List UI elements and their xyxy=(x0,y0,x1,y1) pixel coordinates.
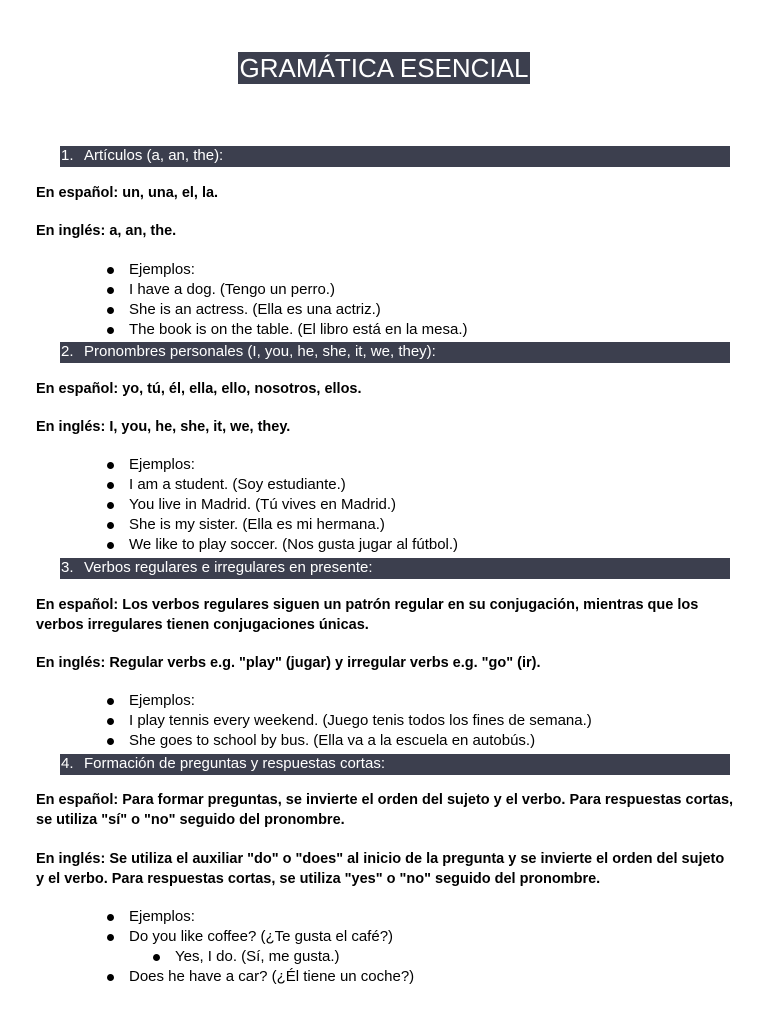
list-item-text: She is my sister. (Ella es mi hermana.) xyxy=(129,516,385,533)
list-item-text: Does he have a car? (¿Él tiene un coche?) xyxy=(129,968,415,985)
section-number: 2. xyxy=(61,343,74,360)
bullet-icon xyxy=(107,327,114,334)
list-item xyxy=(0,515,458,535)
list-item-text: Ejemplos: xyxy=(129,261,195,278)
bullet-icon xyxy=(107,267,114,274)
list-item xyxy=(0,260,468,280)
spanish-paragraph: En español: un, una, el, la. xyxy=(36,185,219,201)
english-paragraph: En inglés: I, you, he, she, it, we, they. xyxy=(36,419,291,435)
list-item-text: I am a student. (Soy estudiante.) xyxy=(129,476,346,493)
bullet-icon xyxy=(107,738,114,745)
bullet-icon xyxy=(107,307,114,314)
list-item xyxy=(0,927,414,947)
bullet-icon xyxy=(107,914,114,921)
page-title-wrap xyxy=(0,52,768,84)
list-item-text: I play tennis every weekend. (Juego tenis todos los fines de semana.) xyxy=(129,712,592,729)
section-heading-text: Verbos regulares e irregulares en presente: xyxy=(84,559,373,576)
bullet-icon xyxy=(107,718,114,725)
bullet-icon xyxy=(107,287,114,294)
list-item-text: Ejemplos: xyxy=(129,908,195,925)
section-heading-text: Pronombres personales (I, you, he, she, it, we, they): xyxy=(84,343,436,360)
list-item xyxy=(0,731,592,751)
list-item-text: Ejemplos: xyxy=(129,692,195,709)
bullet-icon xyxy=(107,542,114,549)
list-item xyxy=(0,300,468,320)
section-number: 4. xyxy=(61,755,74,772)
list-item xyxy=(0,711,592,731)
bullet-icon xyxy=(107,934,114,941)
examples-list xyxy=(0,691,592,751)
bullet-icon xyxy=(107,462,114,469)
section-heading-4 xyxy=(60,754,730,775)
spanish-paragraph: En español: Para formar preguntas, se invierte el orden del sujeto y el verbo. Para respuestas cortas, se utiliza "sí" o "no" seguido del pronombre. xyxy=(36,792,734,828)
section-heading-3 xyxy=(60,558,730,579)
bullet-icon xyxy=(107,698,114,705)
english-paragraph: En inglés: a, an, the. xyxy=(36,223,177,239)
section-heading-text: Artículos (a, an, the): xyxy=(84,147,224,164)
list-item xyxy=(0,280,468,300)
english-paragraph: En inglés: Se utiliza el auxiliar "do" o "does" al inicio de la pregunta y se invierte el orden del sujeto y el verbo. Para respuestas cortas, se utiliza "yes" o "no" seguido del pronombre. xyxy=(36,851,725,887)
spanish-paragraph: En español: Los verbos regulares siguen un patrón regular en su conjugación, mientras que los verbos irregulares tienen conjugaciones únicas. xyxy=(36,597,699,633)
list-item xyxy=(0,947,414,967)
list-item xyxy=(0,907,414,927)
list-item-text: The book is on the table. (El libro está en la mesa.) xyxy=(129,321,468,338)
bullet-icon xyxy=(107,522,114,529)
list-item-text: She is an actress. (Ella es una actriz.) xyxy=(129,301,381,318)
spanish-paragraph: En español: yo, tú, él, ella, ello, nosotros, ellos. xyxy=(36,381,362,397)
list-item-text: I have a dog. (Tengo un perro.) xyxy=(129,281,335,298)
english-paragraph: En inglés: Regular verbs e.g. "play" (jugar) y irregular verbs e.g. "go" (ir). xyxy=(36,655,541,671)
list-item-text: Yes, I do. (Sí, me gusta.) xyxy=(175,948,340,965)
list-item-text: Do you like coffee? (¿Te gusta el café?) xyxy=(129,928,394,945)
list-item xyxy=(0,691,592,711)
page-title: GRAMÁTICA ESENCIAL xyxy=(239,53,529,83)
list-item xyxy=(0,535,458,555)
section-heading-text: Formación de preguntas y respuestas cortas: xyxy=(84,755,385,772)
examples-list xyxy=(0,907,414,987)
list-item-text: You live in Madrid. (Tú vives en Madrid.) xyxy=(129,496,397,513)
list-item-text: Ejemplos: xyxy=(129,456,195,473)
list-item xyxy=(0,320,468,340)
list-item xyxy=(0,967,414,987)
section-heading-2 xyxy=(60,342,730,363)
list-item-text: She goes to school by bus. (Ella va a la escuela en autobús.) xyxy=(129,732,536,749)
bullet-icon xyxy=(107,482,114,489)
section-heading-1 xyxy=(60,146,730,167)
bullet-icon xyxy=(107,502,114,509)
examples-list xyxy=(0,455,458,555)
list-item xyxy=(0,495,458,515)
bullet-icon xyxy=(153,954,160,961)
section-number: 3. xyxy=(61,559,74,576)
list-item xyxy=(0,475,458,495)
bullet-icon xyxy=(107,974,114,981)
examples-list xyxy=(0,260,468,340)
list-item-text: We like to play soccer. (Nos gusta jugar al fútbol.) xyxy=(129,536,459,553)
list-item xyxy=(0,455,458,475)
section-number: 1. xyxy=(61,147,74,164)
